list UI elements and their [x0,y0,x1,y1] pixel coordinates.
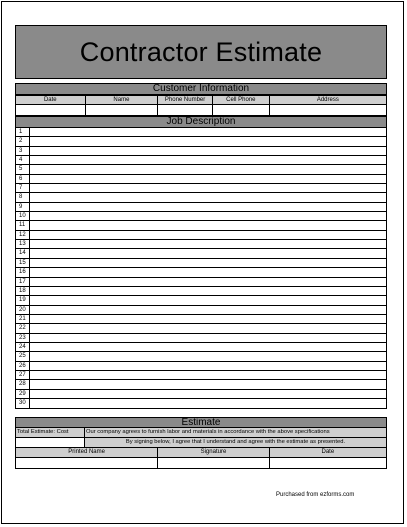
name-field[interactable] [86,105,159,115]
job-line-field[interactable] [30,343,386,351]
job-line [16,371,386,380]
line-number: 12 [16,231,30,239]
line-number: 28 [16,380,30,388]
line-number: 15 [16,259,30,267]
job-line-field[interactable] [30,221,386,229]
line-number: 27 [16,371,30,379]
job-line-field[interactable] [30,362,386,370]
job-line [16,278,386,287]
column-signature: Signature [158,448,269,457]
estimate-heading: Estimate [15,417,387,428]
job-line [16,315,386,324]
printed-name-field[interactable] [16,458,158,468]
job-line [16,165,386,174]
job-line-field[interactable] [30,249,386,257]
address-field[interactable] [270,105,386,115]
job-line [16,306,386,315]
job-line-field[interactable] [30,390,386,398]
job-line-field[interactable] [30,287,386,295]
job-line-field[interactable] [30,231,386,239]
signature-field[interactable] [158,458,269,468]
line-number: 3 [16,147,30,155]
line-number: 21 [16,315,30,323]
job-line-field[interactable] [30,137,386,145]
job-line-field[interactable] [30,128,386,136]
line-number: 18 [16,287,30,295]
form-title: Contractor Estimate [15,25,387,79]
cell-phone-field[interactable] [213,105,270,115]
line-number: 25 [16,352,30,360]
column-date: Date [16,96,86,104]
job-line [16,324,386,333]
job-line [16,147,386,156]
job-line-field[interactable] [30,240,386,248]
line-number: 22 [16,324,30,332]
line-number: 24 [16,343,30,351]
job-line [16,334,386,343]
job-line-field[interactable] [30,371,386,379]
job-line [16,203,386,212]
job-line [16,184,386,193]
signature-date-field[interactable] [270,458,386,468]
line-number: 23 [16,334,30,342]
job-line [16,175,386,184]
job-line [16,380,386,389]
line-number: 26 [16,362,30,370]
job-line-field[interactable] [30,156,386,164]
line-number: 30 [16,399,30,408]
line-number: 17 [16,278,30,286]
customer-info-heading: Customer Information [15,83,387,95]
job-line [16,240,386,249]
line-number: 8 [16,193,30,201]
line-number: 4 [16,156,30,164]
job-line-field[interactable] [30,380,386,388]
phone-number-field[interactable] [158,105,213,115]
line-number: 2 [16,137,30,145]
job-line [16,352,386,361]
column-address: Address [316,97,339,103]
job-line-field[interactable] [30,203,386,211]
line-number: 19 [16,296,30,304]
job-line [16,137,386,146]
signature-entry-row[interactable] [15,458,387,469]
job-line-field[interactable] [30,193,386,201]
signing-text: By signing below, I agree that I understand and agree with the estimate as presented. [85,438,386,447]
job-line [16,343,386,352]
signing-statement-row [15,438,387,448]
line-number: 13 [16,240,30,248]
job-line [16,249,386,258]
customer-info-entry-row[interactable] [15,105,387,116]
job-line-field[interactable] [30,352,386,360]
job-line [16,259,386,268]
line-number: 16 [16,268,30,276]
column-signature-date: Date [321,449,335,455]
line-number: 20 [16,306,30,314]
signature-columns [15,448,387,458]
line-number: 9 [16,203,30,211]
total-estimate-label: Total Estimate: Cost [16,428,85,437]
job-line-field[interactable] [30,259,386,267]
line-number: 11 [16,221,30,229]
job-line-field[interactable] [30,334,386,342]
job-line [16,268,386,277]
line-number: 5 [16,165,30,173]
footer-credit: Purchased from ezforms.com [276,492,355,498]
job-line-field[interactable] [30,147,386,155]
total-estimate-field[interactable] [16,438,85,447]
job-line-field[interactable] [30,175,386,183]
line-number: 29 [16,390,30,398]
job-line-field[interactable] [30,324,386,332]
job-line-field[interactable] [30,184,386,192]
job-line-field[interactable] [30,278,386,286]
column-phone-number: Phone Number [158,96,213,104]
date-field[interactable] [16,105,86,115]
job-line-field[interactable] [30,315,386,323]
job-line [16,362,386,371]
job-line [16,231,386,240]
column-name: Name [86,96,159,104]
estimate-agreement-row [15,428,387,438]
job-line [16,287,386,296]
job-line [16,390,386,399]
line-number: 14 [16,249,30,257]
customer-info-columns [15,95,387,105]
job-line-field[interactable] [30,165,386,173]
column-cell-phone: Cell Phone [213,96,270,104]
line-number: 6 [16,175,30,183]
column-printed-name: Printed Name [16,448,158,457]
agreement-text: Our company agrees to furnish labor and materials in accordance with the above specifications [85,428,386,437]
job-line-field[interactable] [30,306,386,314]
job-line [16,296,386,305]
job-line [16,212,386,221]
job-line [16,156,386,165]
job-line-field[interactable] [30,212,386,220]
job-line-field[interactable] [30,399,386,408]
job-line-field[interactable] [30,296,386,304]
job-line [16,128,386,137]
job-description-lines [15,128,387,409]
job-description-heading: Job Description [15,116,387,128]
line-number: 1 [16,128,30,136]
job-line-field[interactable] [30,268,386,276]
job-line [16,221,386,230]
job-line [16,399,386,408]
line-number: 10 [16,212,30,220]
job-line [16,193,386,202]
line-number: 7 [16,184,30,192]
